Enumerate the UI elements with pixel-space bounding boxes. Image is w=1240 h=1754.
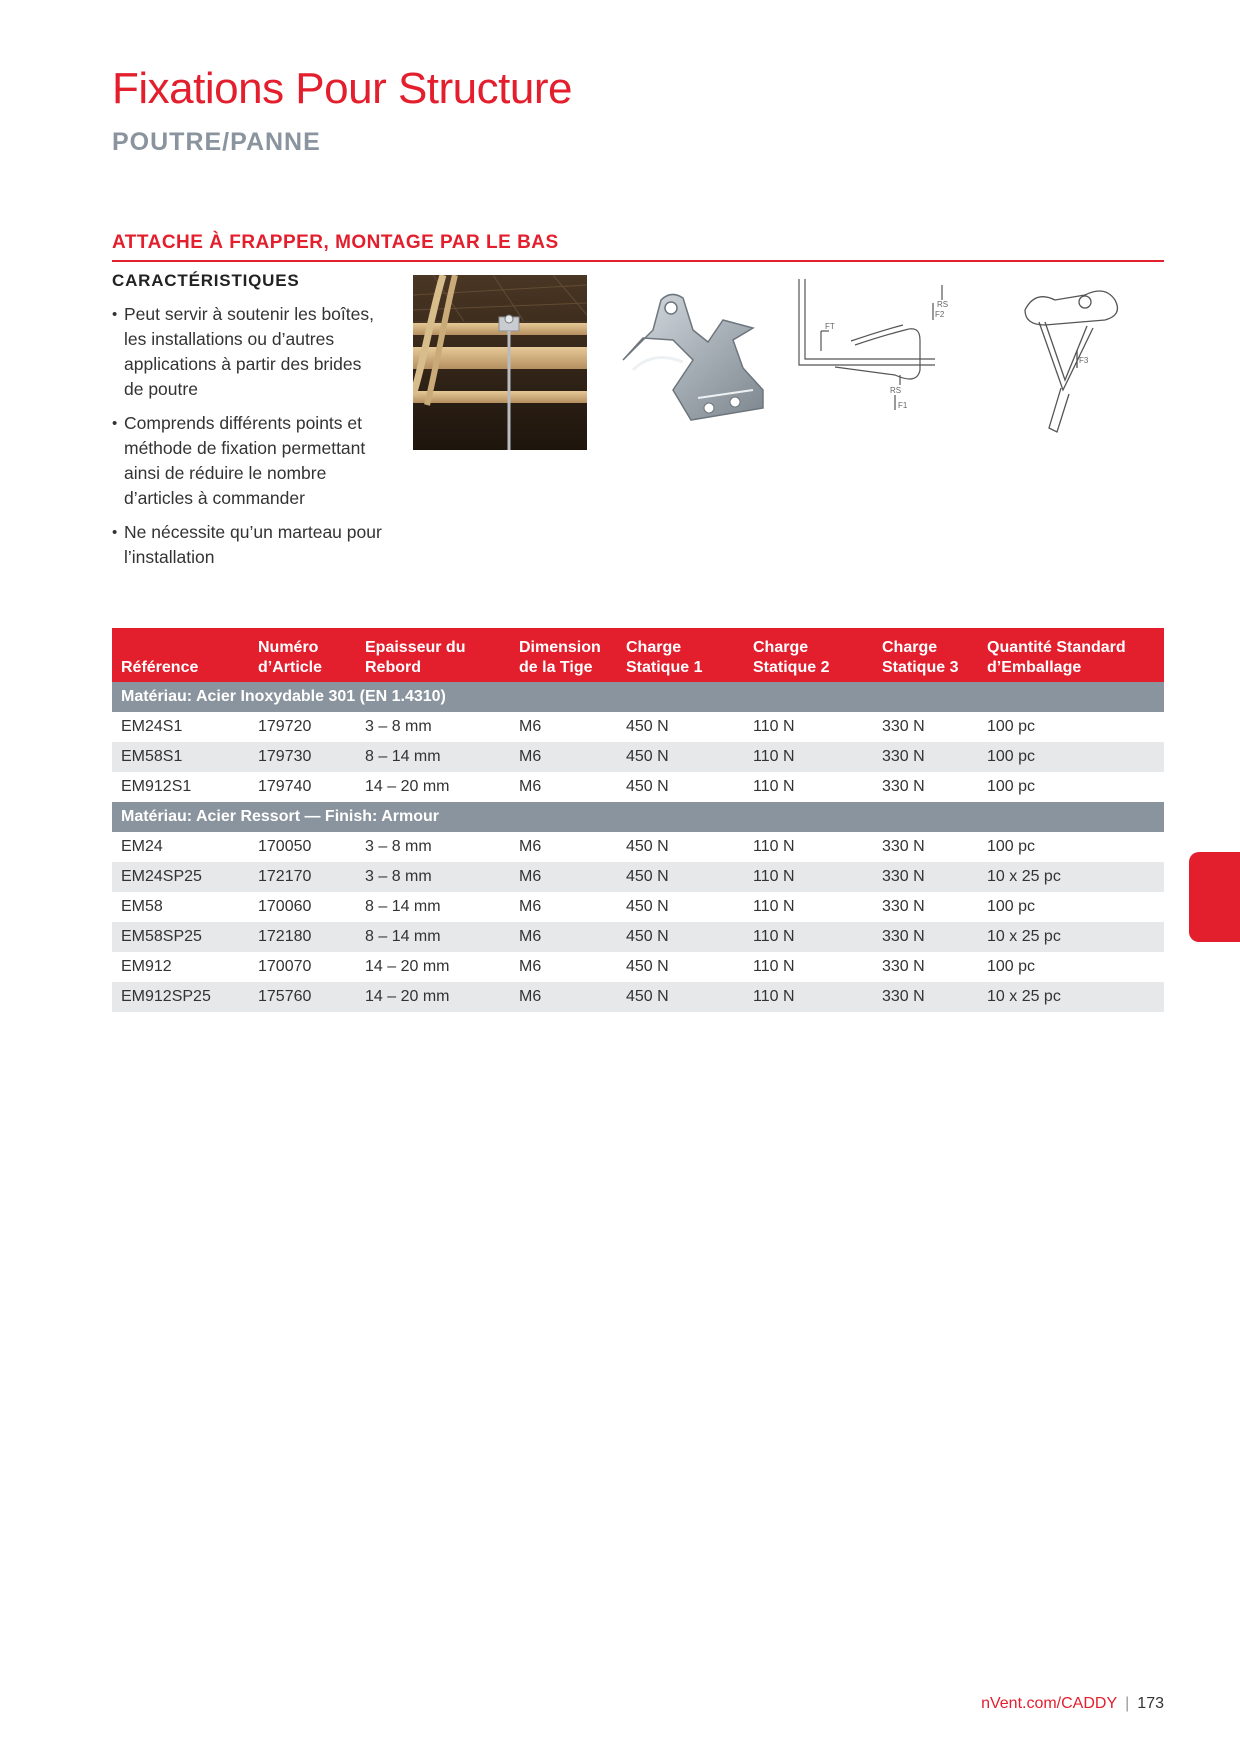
table-cell: 10 x 25 pc (978, 862, 1164, 892)
footer-separator: | (1125, 1695, 1130, 1712)
table-cell: EM912 (121, 958, 172, 975)
column-header-line (121, 638, 241, 658)
table-cell: 330 N (882, 778, 925, 795)
table-cell: M6 (510, 982, 617, 1012)
table-cell: 14 – 20 mm (365, 778, 450, 795)
table-cell: EM912S1 (121, 778, 192, 795)
table-cell: 450 N (617, 742, 744, 772)
table-cell: 110 N (744, 922, 873, 952)
column-header-line: Charge (753, 639, 809, 656)
table-cell: 100 pc (987, 898, 1036, 915)
table-cell: 170060 (258, 898, 312, 915)
material-row (112, 802, 1164, 832)
table-cell: 8 – 14 mm (356, 742, 510, 772)
table-row (112, 832, 1164, 862)
table-cell: 10 x 25 pc (978, 982, 1164, 1012)
table-cell: M6 (519, 838, 542, 855)
column-header-line: de la Tige (519, 659, 593, 676)
column-header-line: Charge (882, 639, 938, 656)
column-header-line: Dimension (519, 639, 601, 656)
table-row (112, 742, 1164, 772)
table-cell: 450 N (626, 778, 669, 795)
table-cell: M6 (510, 742, 617, 772)
table-cell: 110 N (753, 958, 795, 975)
table-cell: 179720 (258, 718, 312, 735)
table-cell: 3 – 8 mm (365, 838, 432, 855)
material-row (112, 682, 1164, 712)
table-cell: 330 N (873, 742, 978, 772)
table-cell: 179730 (249, 742, 356, 772)
table-cell: 100 pc (978, 742, 1164, 772)
feature-item: • Ne nécessite qu’un marteau pour l’installation (112, 520, 382, 570)
table-cell: 8 – 14 mm (356, 922, 510, 952)
table-cell: 330 N (873, 982, 978, 1012)
table-row (112, 712, 1164, 742)
table-cell: 172170 (249, 862, 356, 892)
label-f3: F3 (1079, 356, 1089, 365)
table-row (112, 922, 1164, 952)
table-cell: EM58 (121, 898, 163, 915)
label-f1: F1 (898, 401, 908, 410)
column-header-line: Référence (121, 659, 199, 676)
column-header-line: Epaisseur du (365, 639, 466, 656)
table-cell: 100 pc (987, 718, 1036, 735)
table-cell: 450 N (617, 862, 744, 892)
table-row (112, 982, 1164, 1012)
column-header-line: Statique 1 (626, 659, 703, 676)
features-heading: CARACTÉRISTIQUES (112, 271, 300, 290)
side-tab (1189, 852, 1240, 942)
table-cell: 170050 (258, 838, 312, 855)
table-cell: EM24 (121, 838, 163, 855)
label-f2: F2 (935, 310, 945, 319)
page-subtitle: POUTRE/PANNE (112, 128, 321, 156)
table-cell: 14 – 20 mm (365, 958, 450, 975)
table-cell: M6 (510, 922, 617, 952)
table-cell: M6 (519, 718, 542, 735)
table-cell: 172180 (249, 922, 356, 952)
table-cell: M6 (519, 958, 542, 975)
table-cell: M6 (519, 898, 542, 915)
section-heading: ATTACHE À FRAPPER, MONTAGE PAR LE BAS (112, 232, 1164, 262)
column-header (249, 628, 356, 682)
table-cell: 170070 (258, 958, 312, 975)
table-cell: 450 N (626, 838, 669, 855)
table-cell: 450 N (617, 982, 744, 1012)
product-image (613, 290, 773, 430)
feature-item: • Comprends différents points et méthode de fixation permettant ainsi de réduire le nombre d’articles à commander (112, 411, 382, 511)
table-cell: EM58SP25 (112, 922, 249, 952)
table-cell: 110 N (744, 862, 873, 892)
table-cell: 14 – 20 mm (356, 982, 510, 1012)
table-cell: EM24S1 (121, 718, 183, 735)
page-title: Fixations Pour Structure (112, 64, 572, 113)
table-cell: 3 – 8 mm (356, 862, 510, 892)
page-number: 173 (1137, 1695, 1164, 1712)
column-header (873, 628, 978, 682)
table-cell: 330 N (873, 862, 978, 892)
column-header-line: Statique 2 (753, 659, 830, 676)
column-header-line: Quantité Standard (987, 639, 1126, 656)
table-cell: EM24SP25 (112, 862, 249, 892)
table-cell: 179740 (258, 778, 312, 795)
table-cell: 110 N (753, 778, 795, 795)
table-cell: EM912SP25 (112, 982, 249, 1012)
column-header (112, 628, 249, 682)
table-cell: 330 N (882, 718, 925, 735)
table-cell: 450 N (626, 898, 669, 915)
table-cell: 330 N (873, 922, 978, 952)
table-cell: 450 N (626, 718, 669, 735)
column-header (356, 628, 510, 682)
table-cell: 330 N (882, 898, 925, 915)
load-diagram-flange (795, 275, 965, 425)
column-header-line: d’Emballage (987, 659, 1082, 676)
table-cell: 10 x 25 pc (978, 922, 1164, 952)
table-cell: 110 N (753, 838, 795, 855)
table-cell: 100 pc (987, 958, 1036, 975)
column-header-line: d’Article (258, 659, 323, 676)
table-cell: 330 N (882, 838, 925, 855)
table-cell: M6 (519, 778, 542, 795)
table-cell: 110 N (753, 898, 795, 915)
column-header-line: Charge (626, 639, 682, 656)
table-cell: 450 N (626, 958, 669, 975)
table-cell: 100 pc (987, 778, 1036, 795)
table-cell: EM58S1 (112, 742, 249, 772)
label-ft: FT (825, 322, 835, 331)
material-label: Matériau: Acier Ressort — Finish: Armour (112, 802, 1164, 832)
table-header-row (112, 628, 1164, 682)
table-cell: 330 N (882, 958, 925, 975)
table-cell: 100 pc (987, 838, 1036, 855)
table-cell: 110 N (744, 982, 873, 1012)
footer (981, 1695, 1164, 1713)
column-header-line: Rebord (365, 659, 421, 676)
table-cell: 450 N (617, 922, 744, 952)
table-row (112, 862, 1164, 892)
column-header (617, 628, 744, 682)
table-cell: 3 – 8 mm (365, 718, 432, 735)
table-cell: 175760 (249, 982, 356, 1012)
feature-item: • Peut servir à soutenir les boîtes, les installations ou d’autres applications à partir des brides de poutre (112, 302, 382, 402)
table-cell: 110 N (753, 718, 795, 735)
material-label: Matériau: Acier Inoxydable 301 (EN 1.4310) (112, 682, 1164, 712)
table-row (112, 892, 1164, 922)
installation-photo (413, 275, 587, 450)
column-header (744, 628, 873, 682)
product-table (112, 628, 1164, 1012)
features-list (112, 302, 382, 579)
table-row (112, 772, 1164, 802)
column-header (978, 628, 1164, 682)
label-rs: RS (937, 300, 949, 309)
column-header-line: Statique 3 (882, 659, 959, 676)
table-cell: M6 (510, 862, 617, 892)
table-cell: 110 N (744, 742, 873, 772)
table-row (112, 952, 1164, 982)
column-header-line: Numéro (258, 639, 319, 656)
table-body (112, 682, 1164, 1012)
footer-url[interactable]: nVent.com/CADDY (981, 1695, 1118, 1712)
table-cell: 8 – 14 mm (365, 898, 441, 915)
label-rs-bottom: RS (890, 386, 902, 395)
column-header (510, 628, 617, 682)
load-diagram-rod (1015, 280, 1135, 450)
